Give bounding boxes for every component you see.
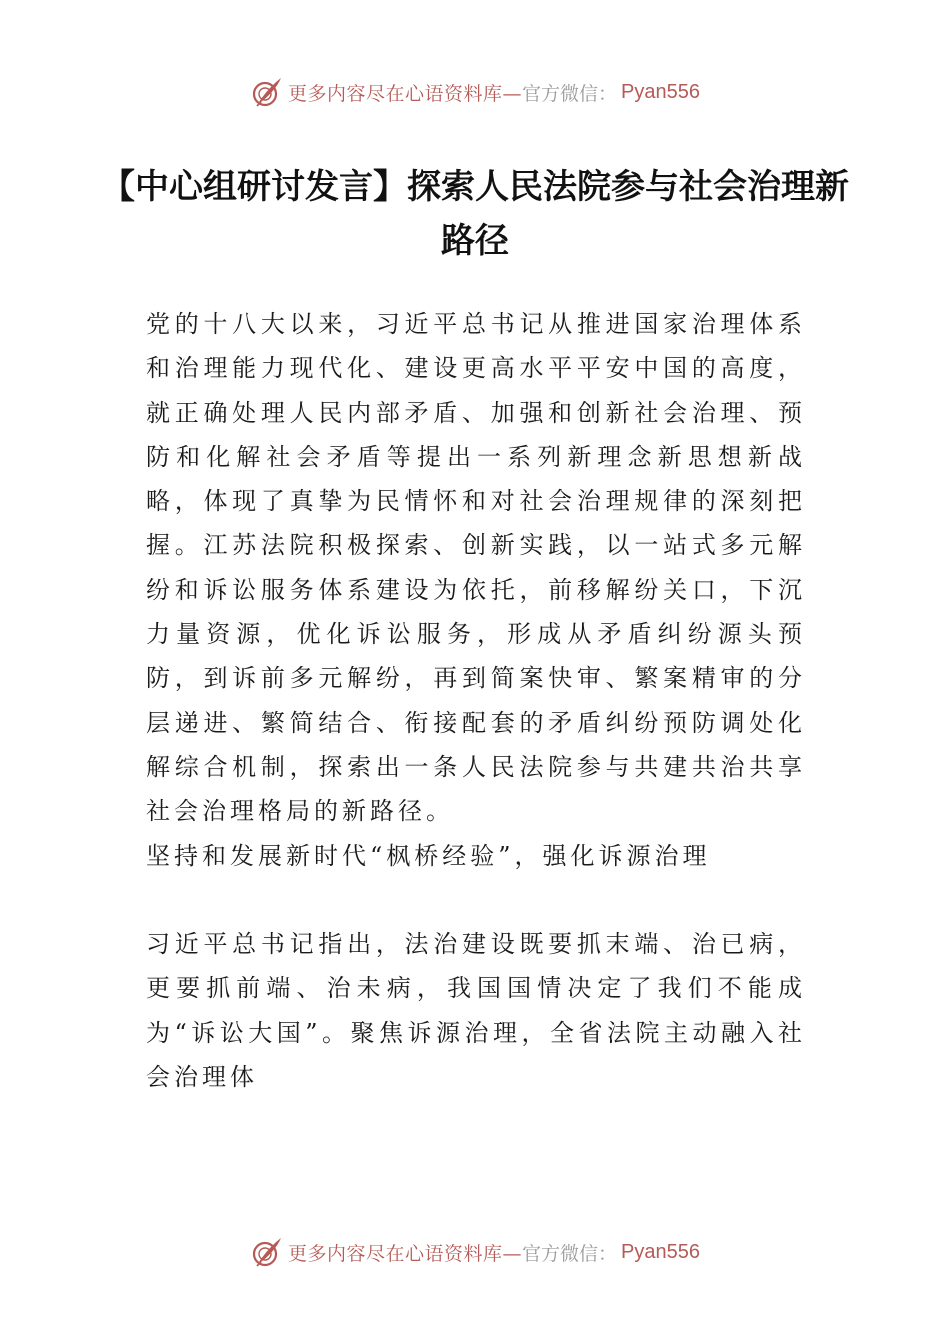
banner-wechat-label: 官方微信：	[522, 1242, 618, 1265]
quill-logo-icon	[250, 75, 284, 109]
banner-text: 更多内容尽在心语资料库—	[288, 1242, 523, 1265]
paragraph-body: 习近平总书记指出，法治建设既要抓末端、治已病，更要抓前端、治未病，我国国情决定了我们不能成为“诉讼大国”。聚焦诉源治理，全省法院主动融入社会治理体	[146, 930, 806, 1091]
header-banner	[0, 72, 950, 112]
banner-wechat-id: Pyan556	[621, 1240, 700, 1263]
document-title: 【中心组研讨发言】探索人民法院参与社会治理新路径	[101, 167, 849, 261]
banner-wechat-label: 官方微信：	[522, 82, 618, 105]
banner-wechat-id: Pyan556	[621, 80, 700, 103]
paragraph-intro: 党的十八大以来，习近平总书记从推进国家治理体系和治理能力现代化、建设更高水平平安中国的高度，就正确处理人民内部矛盾、加强和创新社会治理、预防和化解社会矛盾等提出一系列新理念新思想新战略，体现了真挚为民情怀和对社会治理规律的深刻把握。江苏法院积极探索、创新实践，以一站式多元解纷和诉讼服务体系建设为依托，前移解纷关口，下沉力量资源，优化诉讼服务，形成从矛盾纠纷源头预防，到诉前多元解纷，再到简案快审、繁案精审的分层递进、繁简结合、衔接配套的矛盾纠纷预防调处化解综合机制，探索出一条人民法院参与共建共治共享社会治理格局的新路径。	[146, 310, 806, 826]
quill-logo-icon	[250, 1235, 284, 1269]
section-heading: 坚持和发展新时代“枫桥经验”，强化诉源治理	[146, 842, 711, 870]
banner-text: 更多内容尽在心语资料库—	[288, 82, 523, 105]
footer-banner	[0, 1232, 950, 1272]
